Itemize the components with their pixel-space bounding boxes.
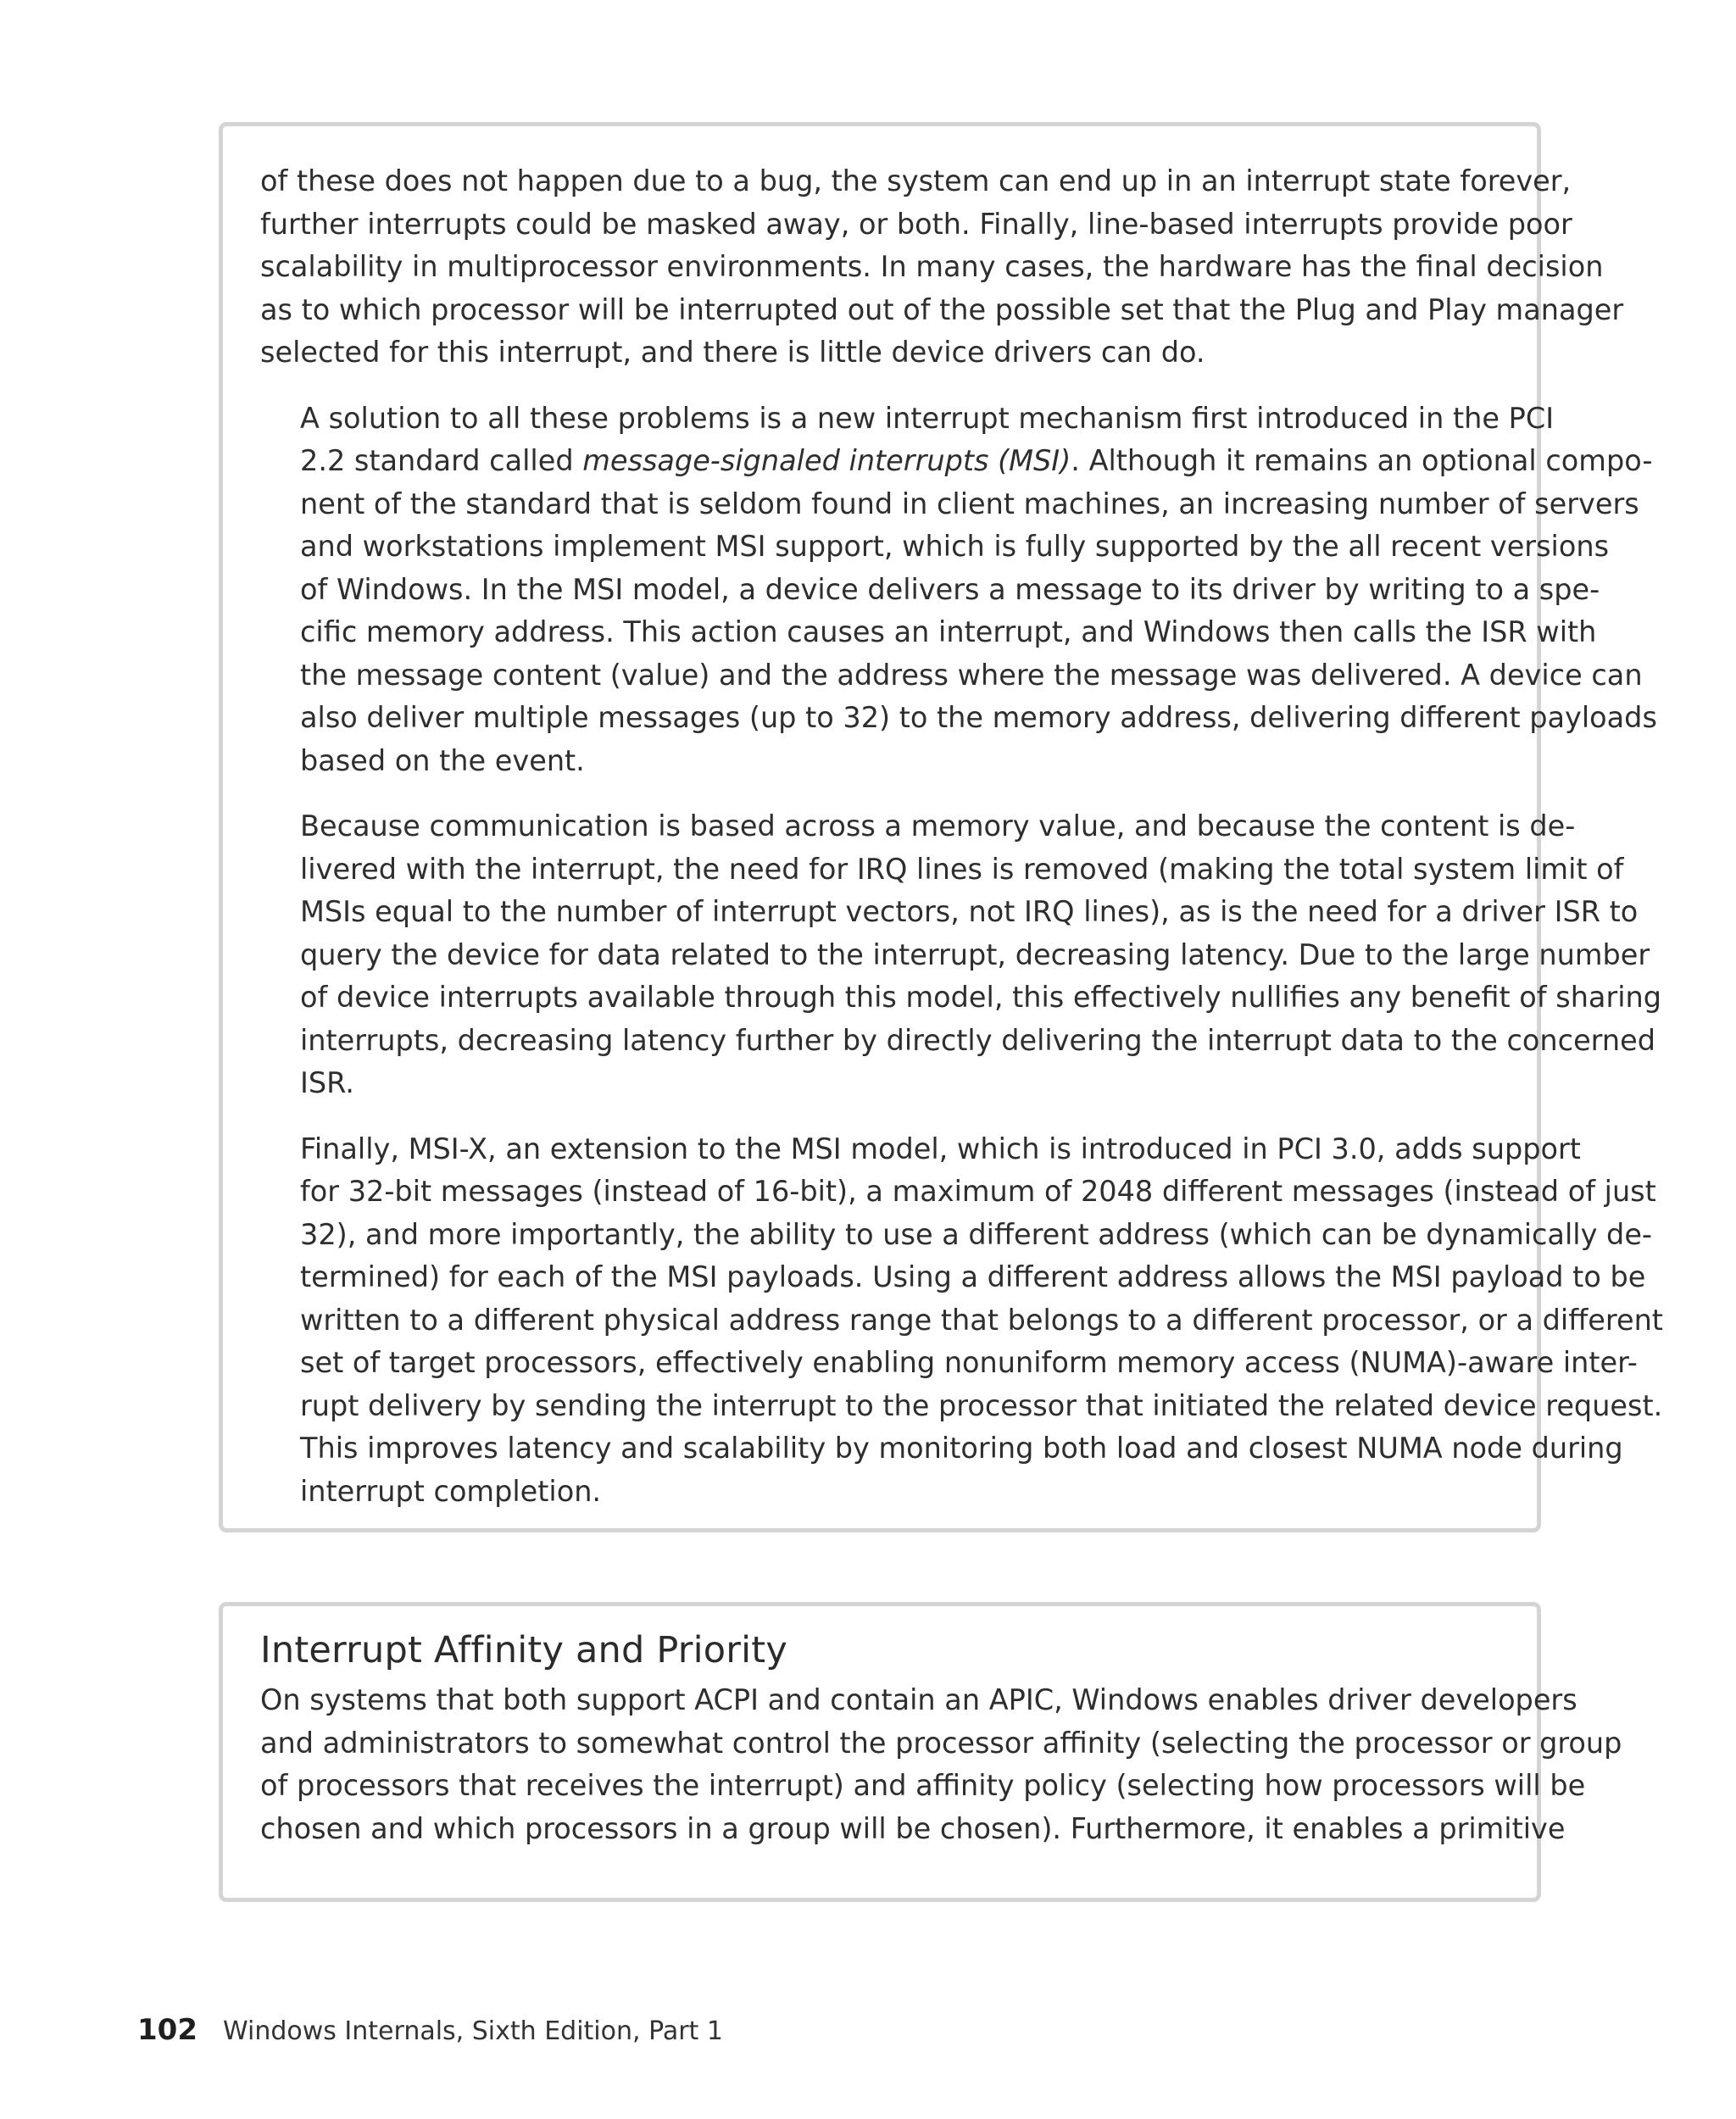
sidebar-box-affinity bbox=[219, 1602, 1622, 1902]
page-number: 102 bbox=[137, 2013, 198, 2047]
text-line: also deliver multiple messages (up to 32) to the memory address, delivering different payloads bbox=[300, 701, 1657, 734]
text-line: This improves latency and scalability by monitoring both load and closest NUMA node during bbox=[300, 1432, 1623, 1465]
paragraph-line-based-interrupts bbox=[260, 160, 1624, 375]
text-fragment: 2.2 standard called bbox=[300, 444, 583, 477]
text-line: nent of the standard that is seldom found in client machines, an increasing number of servers bbox=[300, 487, 1639, 520]
text-line: cific memory address. This action causes an interrupt, and Windows then calls the ISR with bbox=[300, 615, 1597, 648]
text-line: and workstations implement MSI support, which is fully supported by the all recent versions bbox=[300, 530, 1610, 563]
paragraph-msi-x bbox=[260, 1128, 1663, 1514]
text-line: of these does not happen due to a bug, the system can end up in an interrupt state forever, bbox=[260, 164, 1572, 197]
text-line: Finally, MSI-X, an extension to the MSI model, which is introduced in PCI 3.0, adds support bbox=[300, 1132, 1581, 1165]
text-line: livered with the interrupt, the need for IRQ lines is removed (making the total system limit of bbox=[300, 852, 1624, 886]
text-line-with-italic bbox=[260, 440, 1653, 483]
text-fragment: . Although it remains an optional compo- bbox=[1071, 444, 1653, 477]
text-line: A solution to all these problems is a new interrupt mechanism first introduced in the PCI bbox=[300, 401, 1555, 435]
text-line: of device interrupts available through this model, this effectively nullifies any benefit of sharing bbox=[300, 981, 1662, 1014]
text-line: interrupts, decreasing latency further by directly delivering the interrupt data to the concerned bbox=[300, 1023, 1655, 1057]
text-line: further interrupts could be masked away, or both. Finally, line-based interrupts provide poor bbox=[260, 207, 1572, 241]
text-line: query the device for data related to the interrupt, decreasing latency. Due to the large number bbox=[300, 937, 1650, 971]
text-line: Because communication is based across a memory value, and because the content is de- bbox=[300, 809, 1576, 843]
paragraph-memory-value bbox=[260, 805, 1662, 1105]
page-footer bbox=[137, 2009, 723, 2051]
book-title: Windows Internals, Sixth Edition, Part 1 bbox=[222, 2016, 723, 2046]
text-line: rupt delivery by sending the interrupt to the processor that initiated the related device request. bbox=[300, 1388, 1663, 1422]
text-line: scalability in multiprocessor environments. In many cases, the hardware has the final decision bbox=[260, 250, 1604, 283]
section-heading: Interrupt Affinity and Priority bbox=[260, 1629, 788, 1671]
italic-term-msi: message-signaled interrupts (MSI) bbox=[582, 444, 1071, 477]
text-line: the message content (value) and the address where the message was delivered. A device can bbox=[300, 658, 1643, 692]
text-line: On systems that both support ACPI and contain an APIC, Windows enables driver developers bbox=[260, 1683, 1577, 1716]
text-line: for 32-bit messages (instead of 16-bit), a maximum of 2048 different messages (instead of just bbox=[300, 1175, 1656, 1208]
text-line: written to a different physical address range that belongs to a different processor, or a different bbox=[300, 1303, 1663, 1337]
text-line: set of target processors, effectively enabling nonuniform memory access (NUMA)-aware inter- bbox=[300, 1346, 1638, 1379]
text-line: ISR. bbox=[300, 1066, 354, 1099]
text-line: interrupt completion. bbox=[300, 1474, 602, 1508]
text-line: MSIs equal to the number of interrupt vectors, not IRQ lines), as is the need for a driver ISR to bbox=[300, 895, 1639, 928]
text-line: and administrators to somewhat control the processor affinity (selecting the processor or group bbox=[260, 1726, 1622, 1760]
paragraph-affinity bbox=[260, 1679, 1622, 1850]
text-line: of Windows. In the MSI model, a device delivers a message to its driver by writing to a spe- bbox=[300, 572, 1600, 606]
text-line: based on the event. bbox=[300, 743, 585, 777]
text-line: selected for this interrupt, and there is little device drivers can do. bbox=[260, 336, 1205, 369]
text-line: as to which processor will be interrupted out of the possible set that the Plug and Play manager bbox=[260, 292, 1624, 326]
text-line: 32), and more importantly, the ability to use a different address (which can be dynamically de- bbox=[300, 1217, 1653, 1251]
text-line: termined) for each of the MSI payloads. Using a different address allows the MSI payload to be bbox=[300, 1260, 1646, 1293]
text-line: chosen and which processors in a group will be chosen). Furthermore, it enables a primitive bbox=[260, 1811, 1566, 1845]
paragraph-msi-solution bbox=[260, 398, 1657, 783]
sidebar-box-msi bbox=[219, 122, 1663, 1532]
text-line: of processors that receives the interrupt) and affinity policy (selecting how processors will be bbox=[260, 1769, 1586, 1802]
